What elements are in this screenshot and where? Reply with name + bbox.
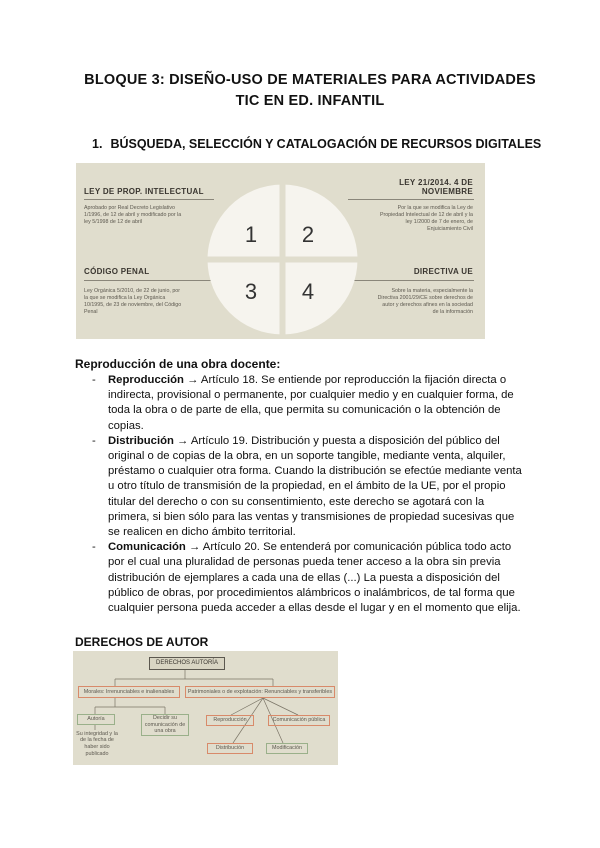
node-integridad: Su integridad y la de la fecha de haber sido publicado	[76, 730, 118, 757]
node-morales: Morales: Irrenunciables e inalienables	[78, 686, 180, 698]
document-title	[40, 70, 580, 112]
label-ley-prop-intelectual: LEY DE PROP. INTELECTUAL	[84, 187, 204, 196]
node-reproduccion: Reproducción	[206, 715, 254, 726]
label-ley-21-2014: LEY 21/2014. 4 DE NOVIEMBRE	[399, 178, 473, 196]
quadrant-2-number: 2	[301, 222, 315, 247]
list-item	[92, 373, 526, 434]
quadrant-1-number: 1	[244, 222, 258, 247]
section-title: BÚSQUEDA, SELECCIÓN Y CATALOGACIÓN DE RECURSOS DIGITALES	[110, 137, 542, 151]
author-rights-diagram	[73, 651, 338, 765]
title-line-2: TIC EN ED. INFANTIL	[235, 93, 385, 109]
node-autoria: Autoría	[77, 714, 115, 725]
node-distribucion: Distribución	[207, 743, 253, 754]
list-dash: -	[92, 541, 96, 554]
item-term: Comunicación	[108, 541, 186, 554]
node-decidir-publicacion: Decidir su comunicación de una obra	[141, 714, 189, 736]
desc-ley-prop-intelectual: Aprobado por Real Decreto Legislativo 1/1996, de 12 de abril y modificado por la ley 5/1998 de 12 de abril	[84, 205, 182, 225]
item-term: Reproducción	[108, 374, 184, 386]
divider-line	[84, 199, 214, 200]
divider-line	[348, 280, 474, 281]
label-directiva-ue: DIRECTIVA UE	[413, 267, 473, 276]
horizontal-divider	[206, 257, 359, 263]
reproduction-subtitle: Reproducción de una obra docente:	[75, 357, 281, 371]
node-modificacion: Modificación	[266, 743, 308, 754]
node-derechos-autoria: DERECHOS AUTORÍA	[149, 657, 225, 670]
list-dash: -	[92, 374, 96, 386]
section-number: 1.	[92, 137, 103, 151]
desc-directiva-ue: Sobre la materia, especialmente la Directiva 2001/29/CE sobre derechos de autor y derechos afines en la sociedad de la información	[377, 288, 473, 315]
item-term: Distribución	[108, 434, 174, 447]
section-heading	[92, 137, 541, 151]
divider-line	[348, 199, 474, 200]
item-text: → Artículo 18. Se entiende por reproducción la fijación directa o indirecta, provisional o permanente, por cualquier medio y en cualquier forma, de toda la obra o de parte de ella, que permita su comunicación o la obtención de copias.	[108, 374, 514, 432]
node-comunicacion-publica: Comunicación pública	[268, 715, 330, 726]
item-text: → Artículo 20. Se entenderá por comunicación pública todo acto por el cual una pluralidad de personas pueda tener acceso a la obra sin previa distribución de ejemplares a cada una de ellas (...) La puesta a disposición del público de obras, por procedimientos alámbricos o inalámbricos, de tal forma que cualquier persona pueda acceder a ellas desde el lugar y en el momento que elija.	[108, 541, 521, 615]
rights-heading: DERECHOS DE AUTOR	[75, 635, 209, 649]
desc-ley-21-2014: Por la que se modifica la Ley de Propiedad Intelectual de 12 de abril y la ley 1/2000 de 7 de enero, de Enjuiciamiento Civil	[379, 205, 473, 232]
list-item	[92, 434, 526, 540]
divider-line	[84, 280, 214, 281]
item-text: → Artículo 19. Distribución y puesta a disposición del público del original o de copias de la obra, en un soporte tangible, mediante venta, alquiler, préstamo o cualquier otra forma. Cuando la distribución se efectúe mediante venta u otro título de transmisión de la propiedad, en el ámbito de la UE, por el propio titular del derecho o con su consentimiento, este derecho se agotará con la primera, si bien sólo para las ventas y transmisiones de propiedad sucesivas que se realicen en dicho ámbito territorial.	[108, 434, 522, 539]
node-patrimoniales: Patrimoniales o de explotación: Renunciables y transferibles	[185, 686, 335, 698]
label-codigo-penal: CÓDIGO PENAL	[84, 267, 150, 276]
title-line-1: BLOQUE 3: DISEÑO-USO DE MATERIALES PARA ACTIVIDADES	[84, 72, 536, 88]
list-item	[92, 540, 526, 616]
rights-list	[92, 373, 526, 616]
quadrant-3-number: 3	[244, 279, 258, 304]
quadrant-4-number: 4	[301, 279, 315, 304]
list-dash: -	[92, 434, 96, 447]
quadrant-circle	[206, 183, 359, 336]
desc-codigo-penal: Ley Orgánica 5/2010, de 22 de junio, por la que se modifica la Ley Orgánica 10/1995, de 23 de noviembre, del Código Penal	[84, 288, 182, 315]
